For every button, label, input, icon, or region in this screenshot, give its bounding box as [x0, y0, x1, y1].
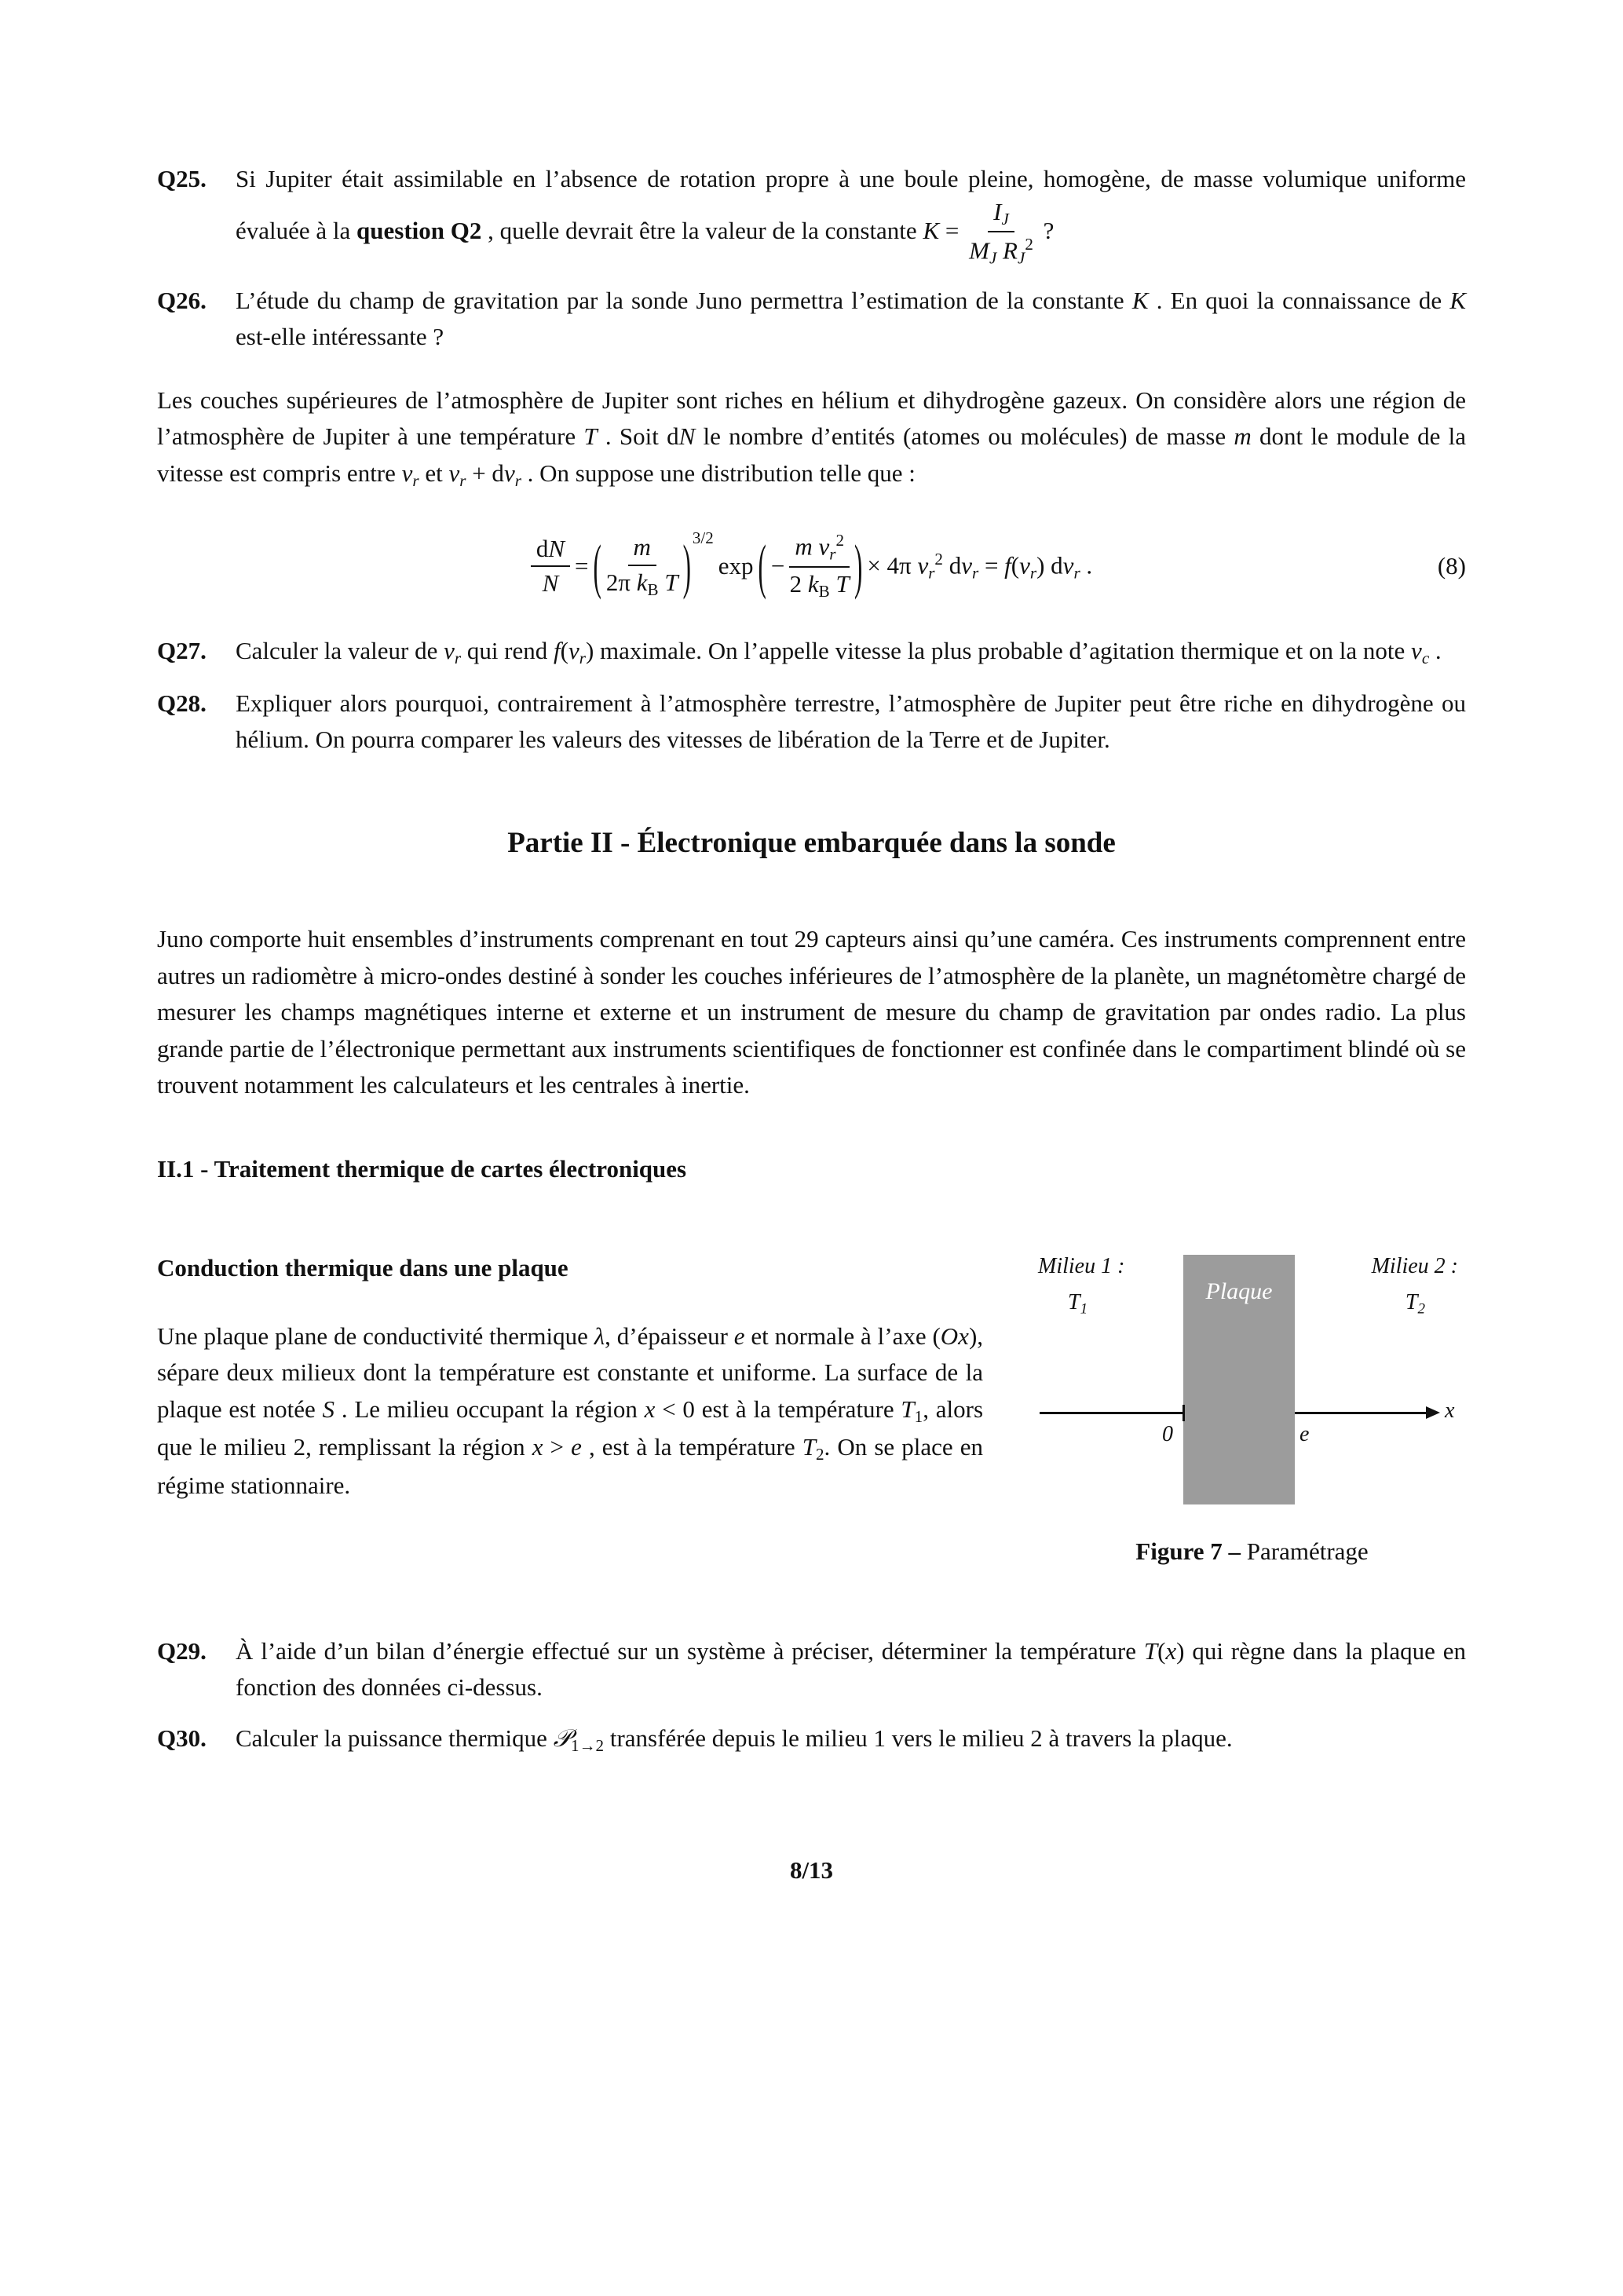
section-II1-heading: II.1 - Traitement thermique de cartes électroniques: [157, 1154, 687, 1183]
conduction-heading: Conduction thermique dans une plaque: [157, 1254, 568, 1282]
left-parenthesis: (: [758, 531, 766, 600]
part2-intro-paragraph: Juno comporte huit ensembles d’instruments comprenant en tout 29 capteurs ainsi qu’une caméra. Ces instruments comprennent entre autres un radiomètre à micro-ondes destiné à sonder les couches inférieures de l’atmosphère de la planète, un magnétomètre chargé de mesurer les champs magnétiques interne et externe et un instrument de mesure du champ de gravitation par ondes radio. La plus grande partie de l’électronique permettant aux instruments scientifiques de fonctionner est confinée dans le compartiment blindé où se trouvent notamment les calculateurs et les centrales à inertie.: [157, 925, 1466, 1099]
question-q25: [157, 161, 1466, 269]
q25-inline-fraction: [969, 198, 1033, 269]
question-q26-label: Q26.: [157, 286, 207, 314]
question-q27-text: Calculer la valeur de vr qui rend f(vr) maximale. On l’appelle vitesse la plus probable d’agitation thermique et on la note vc .: [236, 637, 1442, 668]
question-q25-text: [236, 161, 1466, 269]
equation-8: [157, 528, 1466, 601]
axis-arrowhead-icon: [1426, 1406, 1440, 1419]
equals-sign: =: [575, 551, 589, 579]
equation-number: (8): [1437, 551, 1466, 579]
equation-8-body: [528, 528, 1095, 601]
q25-fraction-denominator: MJ $RJ^2$: [969, 235, 1033, 268]
origin-tick: [1183, 1405, 1185, 1421]
question-q28-label: Q28.: [157, 689, 207, 717]
right-parenthesis: ): [682, 531, 691, 600]
question-q29-label: Q29.: [157, 1636, 207, 1665]
part2-heading: Partie II - Électronique embarquée dans la sonde: [507, 826, 1116, 859]
q25-text-before-fraction: Si Jupiter était assimilable en l’absence de rotation propre à une boule pleine, homogène, de masse volumique uniforme évaluée à la question Q2 , quelle devrait être la valeur de la constante K =: [236, 165, 1466, 244]
question-q26-text: L’étude du champ de gravitation par la sonde Juno permettra l’estimation de la constante K . En quoi la connaissance de K est-elle intéressante ?: [236, 286, 1466, 351]
figure-7-caption: [1038, 1534, 1466, 1570]
equation-fraction-dN: [531, 535, 570, 598]
fraction-numerator: dN: [531, 535, 570, 568]
conduction-text-column: [157, 1250, 983, 1570]
exponent-three-halves: 3/2: [692, 528, 714, 548]
question-q30-label: Q30.: [157, 1724, 207, 1752]
figure-7-caption-number: Figure 7 –: [1135, 1537, 1241, 1566]
milieu2-label: Milieu 2 :: [1371, 1254, 1458, 1279]
equation-tail: × 4π $vr^2$ dvr = f(vr) dvr .: [867, 549, 1093, 583]
question-q27-label: Q27.: [157, 637, 207, 665]
q25-fraction-numerator: IJ: [988, 198, 1014, 233]
exp-function-label: exp: [718, 551, 754, 579]
right-parenthesis: ): [854, 531, 863, 600]
x-axis-label: x: [1445, 1398, 1455, 1424]
origin-label: 0: [1162, 1422, 1173, 1447]
milieu1-temperature: T1: [1068, 1290, 1088, 1318]
question-q30-text: Calculer la puissance thermique 𝒫1→2 transférée depuis le milieu 1 vers le milieu 2 à travers la plaque.: [236, 1724, 1233, 1755]
conduction-section: [157, 1250, 1466, 1570]
fraction-denominator: N: [542, 569, 559, 598]
question-q29-text: À l’aide d’un bilan d’énergie effectué sur un système à préciser, déterminer la température T(x) qui règne dans la plaque en fonction des données ci-dessus.: [236, 1636, 1466, 1702]
q25-text-after-fraction: ?: [1036, 216, 1055, 244]
question-q27: [157, 633, 1466, 671]
equation-fraction-exponential: [789, 531, 850, 601]
question-q29: [157, 1633, 1466, 1706]
fraction-denominator: 2π kB T: [605, 568, 678, 599]
question-q30: [157, 1720, 1466, 1759]
plaque-label: Plaque: [1205, 1278, 1273, 1305]
atmosphere-paragraph: Les couches supérieures de l’atmosphère de Jupiter sont riches en hélium et dihydrogène gazeux. On considère alors une région de l’atmosphère de Jupiter à une température T . Soit dN le nombre d’entités (atomes ou molécules) de masse m dont le module de la vitesse est compris entre vr et vr + dvr . On suppose une distribution telle que :: [157, 386, 1467, 490]
milieu2-temperature: T2: [1405, 1290, 1425, 1318]
question-q26: [157, 283, 1466, 356]
question-q25-label: Q25.: [157, 165, 207, 192]
minus-sign: −: [770, 551, 785, 579]
left-parenthesis: (: [593, 531, 601, 600]
question-q28: [157, 686, 1466, 759]
milieu1-label: Milieu 1 :: [1038, 1254, 1125, 1279]
question-q28-text: Expliquer alors pourquoi, contrairement à l’atmosphère terrestre, l’atmosphère de Jupiter peut être riche en dihydrogène ou hélium. On pourra comparer les valeurs des vitesses de libération de la Terre et de Jupiter.: [236, 689, 1466, 754]
figure-7: [1038, 1250, 1466, 1570]
fraction-denominator: 2 kB T: [789, 570, 850, 601]
conduction-paragraph: Une plaque plane de conductivité thermique λ, d’épaisseur e et normale à l’axe (Ox), sépare deux milieux dont la température est constante et uniforme. La surface de la plaque est notée S . Le milieu occupant la région x < 0 est à la température T1, alors que le milieu 2, remplissant la région x > e , est à la température T2. On se place en régime stationnaire.: [157, 1322, 984, 1499]
fraction-numerator: m: [628, 533, 656, 566]
equation-fraction-m: [606, 533, 678, 599]
figure-7-caption-text: Paramétrage: [1241, 1537, 1369, 1566]
figure-7-canvas: [1038, 1250, 1466, 1513]
thickness-label: e: [1299, 1422, 1310, 1447]
page-number: 8/13: [789, 1856, 834, 1885]
fraction-numerator: m $vr^2$: [789, 531, 850, 568]
